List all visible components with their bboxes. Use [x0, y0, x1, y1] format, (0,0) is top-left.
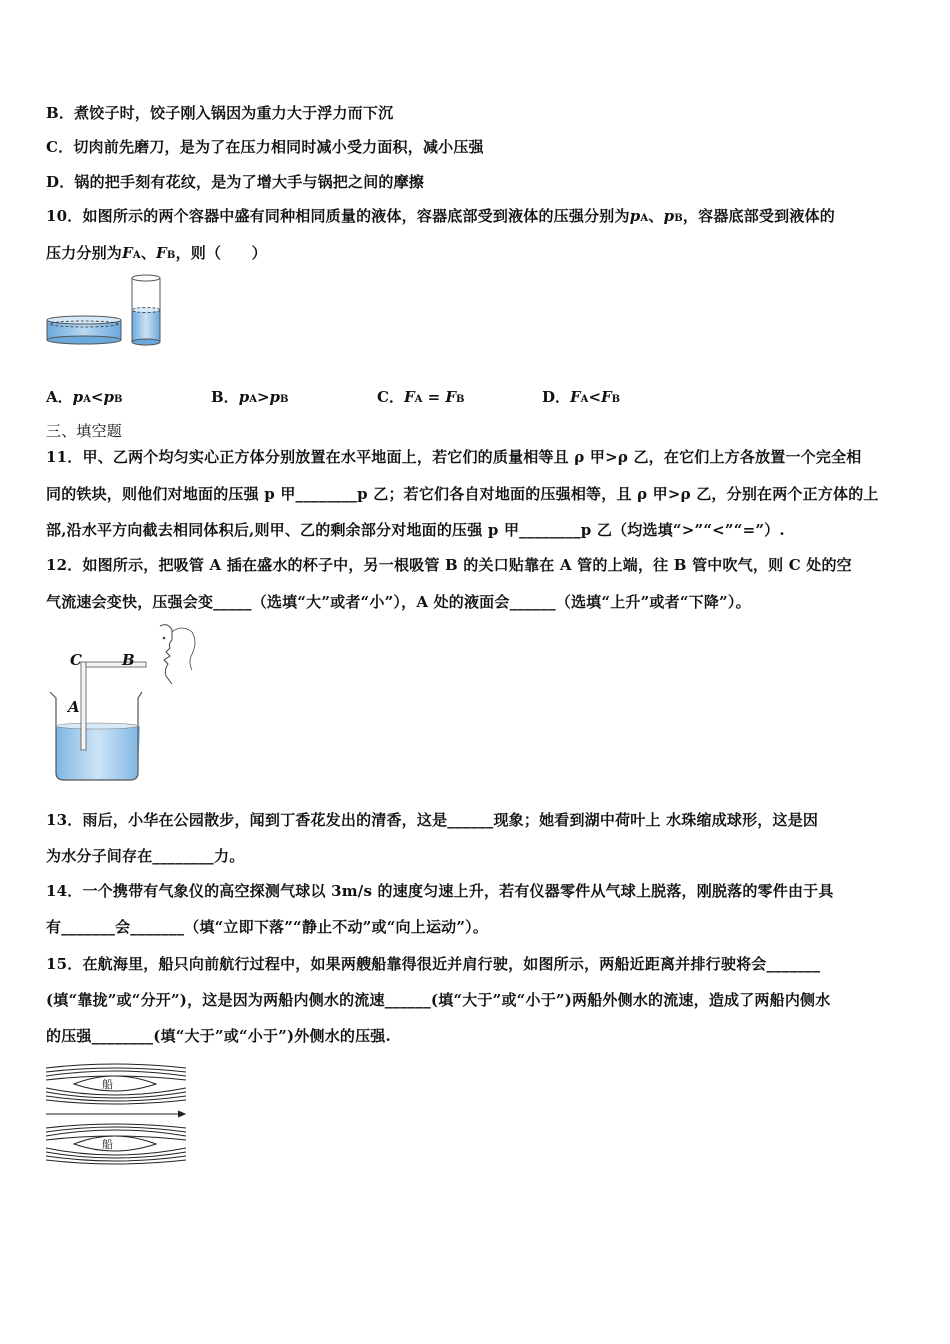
q10-option-a	[46, 386, 122, 407]
ship-label-lower: 船	[102, 1138, 113, 1151]
symbol: F	[445, 388, 457, 406]
symbol-pb: p	[663, 207, 675, 225]
sub-a: A	[640, 213, 649, 224]
label-b: B	[122, 651, 135, 669]
sub-a: A	[132, 250, 141, 261]
symbol: p	[72, 388, 84, 406]
q11-line3: 部,沿水平方向截去相同体积后,则甲、乙的剩余部分对地面的压强 p 甲________p 乙（均选填“>”“<”“=”）.	[46, 521, 785, 539]
option-label: A．	[46, 388, 73, 406]
operator: =	[422, 388, 446, 406]
sub: A	[414, 394, 423, 405]
q15-line3: 的压强________(填“大于”或“小于”)外侧水的压强.	[46, 1027, 391, 1045]
sub-b: B	[166, 250, 176, 261]
operator: >	[256, 388, 270, 406]
q10-text: 10．如图所示的两个容器中盛有同种相同质量的液体，容器底部受到液体的压强分别为	[46, 207, 630, 225]
separator: 、	[648, 207, 664, 225]
sub: B	[611, 394, 621, 405]
option-label: C．	[377, 388, 404, 406]
sub: B	[113, 394, 123, 405]
sub: B	[456, 394, 465, 405]
symbol: F	[570, 388, 581, 406]
q10-text-tail: ，则（ ）	[175, 244, 267, 262]
section-heading: 三、填空题	[46, 422, 123, 440]
q12-straw-figure	[42, 618, 202, 786]
q15-line2: (填“靠拢”或“分开”)，这是因为两船内侧水的流速______(填“大于”或“小于”)两船外侧水的流速，造成了两船内侧水	[46, 991, 831, 1009]
q10-option-d	[542, 386, 620, 407]
symbol-fb: F	[156, 244, 167, 262]
q12-drawing	[42, 618, 202, 786]
sub: A	[83, 394, 91, 405]
q11-line1: 11．甲、乙两个均匀实心正方体分别放置在水平地面上，若它们的质量相等且 ρ 甲>ρ 乙，在它们上方各放置一个完全相	[46, 448, 862, 466]
q14-line1: 14．一个携带有气象仪的高空探测气球以 3m/s 的速度匀速上升，若有仪器零件从气球上脱落，刚脱落的零件由于具	[46, 882, 834, 900]
sub: B	[280, 394, 289, 405]
q10-containers-figure	[44, 272, 169, 350]
symbol: p	[238, 388, 250, 406]
operator: <	[588, 388, 602, 406]
ship-label-upper: 船	[102, 1078, 113, 1091]
sub: A	[249, 394, 257, 405]
q9-option-b: B．煮饺子时，饺子刚入锅因为重力大于浮力而下沉	[46, 104, 394, 122]
q10-text-tail: ，容器底部受到液体的	[682, 207, 835, 225]
q10-line1	[46, 205, 835, 226]
q13-line1: 13．雨后，小华在公园散步，闻到丁香花发出的清香，这是______现象；她看到湖中荷叶上 水珠缩成球形，这是因	[46, 811, 819, 829]
symbol: p	[103, 388, 114, 406]
q15-ships-figure	[44, 1062, 190, 1168]
q15-drawing	[44, 1062, 190, 1168]
label-c: C	[70, 651, 82, 669]
sub: A	[580, 394, 589, 405]
separator: 、	[140, 244, 157, 262]
q13-line2: 为水分子间存在________力。	[46, 847, 245, 865]
q10-text: 压力分别为	[46, 244, 123, 262]
q12-line2: 气流速会变快，压强会变_____（选填“大”或者“小”），A 处的液面会______（选填“上升”或者“下降”）。	[46, 593, 751, 611]
wide-dish	[47, 316, 121, 344]
symbol: F	[601, 388, 612, 406]
q10-option-c	[377, 386, 465, 407]
option-label: D．	[542, 388, 571, 406]
symbol: p	[269, 388, 281, 406]
q10-option-b	[211, 386, 288, 407]
option-label: B．	[211, 388, 239, 406]
q14-line2: 有_______会_______（填“立即下落”“静止不动”或“向上运动”）。	[46, 918, 489, 936]
operator: <	[90, 388, 104, 406]
q9-option-d: D．锅的把手刻有花纹，是为了增大手与锅把之间的摩擦	[46, 173, 425, 191]
q12-line1: 12．如图所示，把吸管 A 插在盛水的杯子中，另一根吸管 B 的关口贴靠在 A 管的上端，往 B 管中吹气，则 C 处的空	[46, 556, 852, 574]
label-a: A	[68, 698, 80, 716]
tall-cylinder	[132, 275, 160, 345]
q9-option-c: C．切肉前先磨刀，是为了在压力相同时减小受力面积，减小压强	[46, 138, 484, 156]
sub-b: B	[674, 213, 683, 224]
q15-line1: 15．在航海里，船只向前航行过程中，如果两艘船靠得很近并肩行驶，如图所示，两船近距离并排行驶将会_______	[46, 955, 821, 973]
q11-line2: 同的铁块，则他们对地面的压强 p 甲________p 乙；若它们各自对地面的压强相等，且 ρ 甲>ρ 乙，分别在两个正方体的上	[46, 485, 879, 503]
symbol-pa: p	[629, 207, 641, 225]
symbol: F	[403, 388, 415, 406]
symbol-fa: F	[122, 244, 133, 262]
q10-line2	[46, 242, 267, 263]
